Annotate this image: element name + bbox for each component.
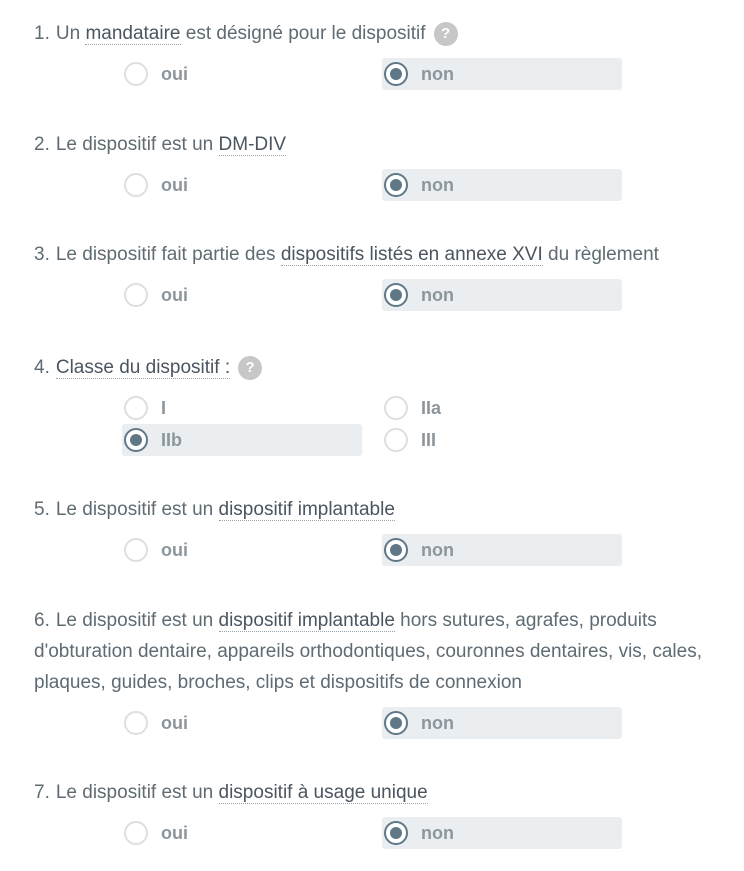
option-label: III	[421, 430, 437, 450]
option-label: non	[421, 823, 454, 843]
term-dispositif-implantable[interactable]: dispositif implantable	[218, 610, 395, 631]
term-classe[interactable]: Classe du dispositif :	[55, 357, 231, 378]
question-number: 5.	[34, 499, 50, 520]
question-1-text	[34, 18, 704, 49]
radio-button-selected[interactable]	[124, 428, 148, 452]
option-q7-oui[interactable]	[122, 817, 362, 849]
option-q1-non[interactable]	[382, 58, 622, 90]
option-q4-iib[interactable]	[122, 424, 362, 456]
option-q6-oui[interactable]	[122, 707, 362, 739]
question-text-part: Le dispositif est un	[55, 134, 219, 155]
question-number: 7.	[34, 782, 50, 803]
term-annexe-xvi[interactable]: dispositifs listés en annexe XVI	[280, 244, 543, 265]
question-5-text	[34, 494, 704, 525]
radio-button[interactable]	[124, 283, 148, 307]
option-q7-non[interactable]	[382, 817, 622, 849]
question-6	[34, 605, 704, 698]
question-3	[34, 239, 724, 270]
option-label: non	[421, 285, 454, 305]
option-q3-oui[interactable]	[122, 279, 362, 311]
question-text-part: du règlement	[542, 244, 659, 265]
radio-button-selected[interactable]	[384, 711, 408, 735]
option-q5-non[interactable]	[382, 534, 622, 566]
question-number: 2.	[34, 134, 50, 155]
option-q4-i[interactable]	[122, 392, 362, 424]
option-q6-non[interactable]	[382, 707, 622, 739]
radio-button[interactable]	[124, 538, 148, 562]
question-number: 3.	[34, 244, 50, 265]
term-dm-div[interactable]: DM-DIV	[218, 134, 287, 155]
term-usage-unique[interactable]: dispositif à usage unique	[218, 782, 428, 803]
question-7	[34, 777, 704, 808]
option-label: oui	[161, 823, 188, 843]
option-label: oui	[161, 64, 188, 84]
question-number: 4.	[34, 357, 50, 378]
option-q4-iii[interactable]	[382, 424, 622, 456]
question-4-text	[34, 352, 704, 383]
question-text-part: Le dispositif est un	[55, 499, 219, 520]
radio-button[interactable]	[124, 173, 148, 197]
option-q1-oui[interactable]	[122, 58, 362, 90]
question-text-part: Le dispositif est un	[55, 610, 219, 631]
radio-button-selected[interactable]	[384, 821, 408, 845]
radio-button-selected[interactable]	[384, 62, 408, 86]
option-label: oui	[161, 540, 188, 560]
radio-button[interactable]	[124, 821, 148, 845]
question-7-text	[34, 777, 704, 808]
question-2	[34, 129, 704, 160]
option-label: non	[421, 540, 454, 560]
question-2-text	[34, 129, 704, 160]
option-label: non	[421, 713, 454, 733]
radio-button[interactable]	[384, 428, 408, 452]
question-5	[34, 494, 704, 525]
question-text-part: est désigné pour le dispositif	[180, 23, 426, 44]
radio-button[interactable]	[124, 711, 148, 735]
question-number: 6.	[34, 610, 50, 631]
option-q3-non[interactable]	[382, 279, 622, 311]
term-dispositif-implantable[interactable]: dispositif implantable	[218, 499, 395, 520]
option-q4-iia[interactable]	[382, 392, 622, 424]
question-text-part: Le dispositif fait partie des	[55, 244, 281, 265]
term-mandataire[interactable]: mandataire	[85, 23, 181, 44]
radio-button-selected[interactable]	[384, 283, 408, 307]
question-number: 1.	[34, 23, 50, 44]
radio-button-selected[interactable]	[384, 173, 408, 197]
help-icon[interactable]: ?	[434, 22, 458, 46]
option-q5-oui[interactable]	[122, 534, 362, 566]
question-text-part: hors sutures, agrafes, produits d'obturation dentaire, appareils orthodontiques, couronnes dentaires, vis, cales, plaques, guides, broches, clips et dispositifs de connexion	[34, 610, 702, 693]
question-3-text	[34, 239, 724, 270]
option-label: non	[421, 175, 454, 195]
question-4	[34, 352, 704, 383]
option-label: IIb	[161, 430, 182, 450]
question-1	[34, 18, 704, 49]
option-q2-oui[interactable]	[122, 169, 362, 201]
option-label: IIa	[421, 398, 442, 418]
option-label: oui	[161, 285, 188, 305]
option-label: oui	[161, 175, 188, 195]
option-label: oui	[161, 713, 188, 733]
radio-button-selected[interactable]	[384, 538, 408, 562]
option-q2-non[interactable]	[382, 169, 622, 201]
question-text-part: Le dispositif est un	[55, 782, 219, 803]
option-label: I	[161, 398, 167, 418]
question-6-text	[34, 605, 704, 698]
option-label: non	[421, 64, 454, 84]
radio-button[interactable]	[384, 396, 408, 420]
question-text-part: Un	[55, 23, 86, 44]
radio-button[interactable]	[124, 396, 148, 420]
radio-button[interactable]	[124, 62, 148, 86]
help-icon[interactable]: ?	[238, 356, 262, 380]
